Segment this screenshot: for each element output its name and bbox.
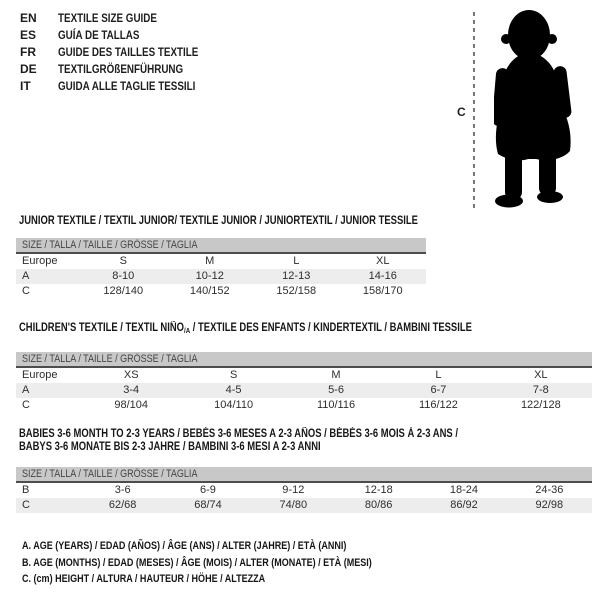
table-cell: M <box>331 369 341 381</box>
row-label: C <box>22 499 30 511</box>
table-cell: 3-6 <box>114 484 131 496</box>
title-part: CHILDREN'S TEXTILE / TEXTIL NIÑO <box>19 322 185 334</box>
height-measure-label: C <box>457 105 466 119</box>
table-cell: 86/92 <box>450 499 478 511</box>
page-header <box>0 0 600 213</box>
table-row <box>16 269 426 284</box>
babies-size-table <box>16 467 592 513</box>
table-cell: L <box>293 255 300 267</box>
size-header-bar <box>16 352 592 368</box>
table-cell: XL <box>534 369 548 381</box>
table-row <box>16 254 426 269</box>
table-cell: 18-24 <box>449 484 479 496</box>
row-label: B <box>22 484 30 496</box>
row-label: A <box>22 270 30 282</box>
section-title-text: JUNIOR TEXTILE / TEXTIL JUNIOR/ TEXTILE JUNIOR / JUNIORTEXTIL / JUNIOR TESSILE <box>19 215 418 227</box>
table-cell: 98/104 <box>114 399 149 411</box>
size-tables <box>0 215 600 513</box>
table-cell: 74/80 <box>279 499 308 511</box>
table-cell: XL <box>376 255 390 267</box>
language-row <box>20 11 229 28</box>
table-cell: 140/152 <box>189 285 230 297</box>
language-title: GUIDA ALLE TAGLIE TESSILI <box>58 79 196 93</box>
footnote-height-cm <box>22 573 600 590</box>
title-subscript: /A <box>184 326 191 335</box>
section-title-text <box>19 322 472 337</box>
footnote-age-years <box>22 540 600 557</box>
table-cell: 152/158 <box>276 285 317 297</box>
table-cell: 10-12 <box>195 270 224 282</box>
section-title <box>16 428 600 454</box>
size-header-bar <box>16 467 592 483</box>
language-code: IT <box>20 79 31 93</box>
table-cell: M <box>205 255 215 267</box>
size-header-bar <box>16 238 426 254</box>
footnote-text: C. (cm) HEIGHT / ALTURA / HAUTEUR / HÖHE / ALTEZZA <box>22 573 266 585</box>
table-cell: 92/98 <box>535 499 564 511</box>
table-cell: 116/122 <box>418 399 458 411</box>
legend-footnotes <box>0 540 600 590</box>
table-row <box>16 398 592 413</box>
footnote-age-months <box>22 557 600 574</box>
language-code: FR <box>20 45 36 59</box>
table-cell: 62/68 <box>108 499 137 511</box>
table-cell: 128/140 <box>103 285 144 297</box>
language-code: DE <box>20 62 37 76</box>
row-label: C <box>22 399 30 411</box>
language-row <box>20 79 229 96</box>
table-cell: 80/86 <box>364 499 393 511</box>
table-cell: 158/170 <box>362 285 403 297</box>
section-title <box>16 215 600 228</box>
table-cell: 104/110 <box>214 399 254 411</box>
title-part: / TEXTILE DES ENFANTS / KINDERTEXTIL / BAMBINI TESSILE <box>190 322 472 334</box>
section-title <box>16 322 600 337</box>
table-row <box>16 368 592 383</box>
table-cell: 12-18 <box>364 484 393 496</box>
section-children-textile <box>16 322 600 413</box>
language-code: ES <box>20 28 37 42</box>
table-cell: S <box>119 255 127 267</box>
children-size-table <box>16 352 592 413</box>
table-cell: 24-36 <box>535 484 564 496</box>
section-babies-textile <box>16 428 600 513</box>
size-header-label: SIZE / TALLA / TAILLE / GRÖSSE / TAGLIA <box>22 239 198 251</box>
section-title-line1: BABIES 3-6 MONTH TO 2-3 YEARS / BEBÉS 3-6 MESES A 2-3 AÑOS / BÉBÉS 3-6 MOIS À 2-3 ANS / <box>19 428 458 440</box>
table-row <box>16 498 592 513</box>
row-label: Europe <box>22 255 58 267</box>
table-cell: 9-12 <box>282 484 305 496</box>
table-cell: 5-6 <box>328 384 344 396</box>
table-cell: 14-16 <box>368 270 397 282</box>
row-label: A <box>22 384 30 396</box>
footnote-text: A. AGE (YEARS) / EDAD (AÑOS) / ÂGE (ANS) / ALTER (JAHRE) / ETÀ (ANNI) <box>22 540 347 552</box>
language-title: GUÍA DE TALLAS <box>58 28 140 42</box>
footnote-text: B. AGE (MONTHS) / EDAD (MESES) / ÂGE (MOIS) / ALTER (MONATE) / ETÀ (MESI) <box>22 556 372 569</box>
section-junior-textile <box>16 215 600 299</box>
section-title-line2: BABYS 3-6 MONATE BIS 2-3 JAHRE / BAMBINI 3-6 MESI A 2-3 ANNI <box>19 441 321 453</box>
language-row <box>20 45 229 62</box>
language-title: TEXTILGRÖßENFÜHRUNG <box>58 62 184 76</box>
language-title-list <box>20 11 229 96</box>
size-header-label: SIZE / TALLA / TAILLE / GRÖSSE / TAGLIA <box>22 353 198 365</box>
baby-silhouette-icon <box>494 8 576 210</box>
language-row <box>20 62 229 79</box>
table-row <box>16 284 426 299</box>
junior-size-table <box>16 238 426 299</box>
language-code: EN <box>20 11 37 25</box>
table-cell: S <box>229 369 238 381</box>
table-cell: 7-8 <box>532 384 549 396</box>
table-cell: XS <box>123 369 139 381</box>
table-row <box>16 483 592 498</box>
table-cell: 6-7 <box>430 384 447 396</box>
table-cell: 6-9 <box>200 484 216 496</box>
row-label: Europe <box>22 369 58 381</box>
size-header-label: SIZE / TALLA / TAILLE / GRÖSSE / TAGLIA <box>22 468 198 480</box>
language-title: TEXTILE SIZE GUIDE <box>58 11 157 25</box>
row-label: C <box>22 285 30 297</box>
table-cell: 4-5 <box>225 384 242 396</box>
language-row <box>20 28 229 45</box>
language-title: GUIDE DES TAILLES TEXTILE <box>58 45 199 59</box>
table-cell: 8-10 <box>112 270 135 282</box>
table-cell: L <box>435 369 442 381</box>
height-dotted-line <box>473 12 475 209</box>
table-cell: 122/128 <box>520 399 561 411</box>
table-cell: 110/116 <box>316 399 356 411</box>
table-cell: 68/74 <box>194 499 222 511</box>
table-cell: 12-13 <box>282 270 311 282</box>
table-row <box>16 383 592 398</box>
table-cell: 3-4 <box>123 384 140 396</box>
